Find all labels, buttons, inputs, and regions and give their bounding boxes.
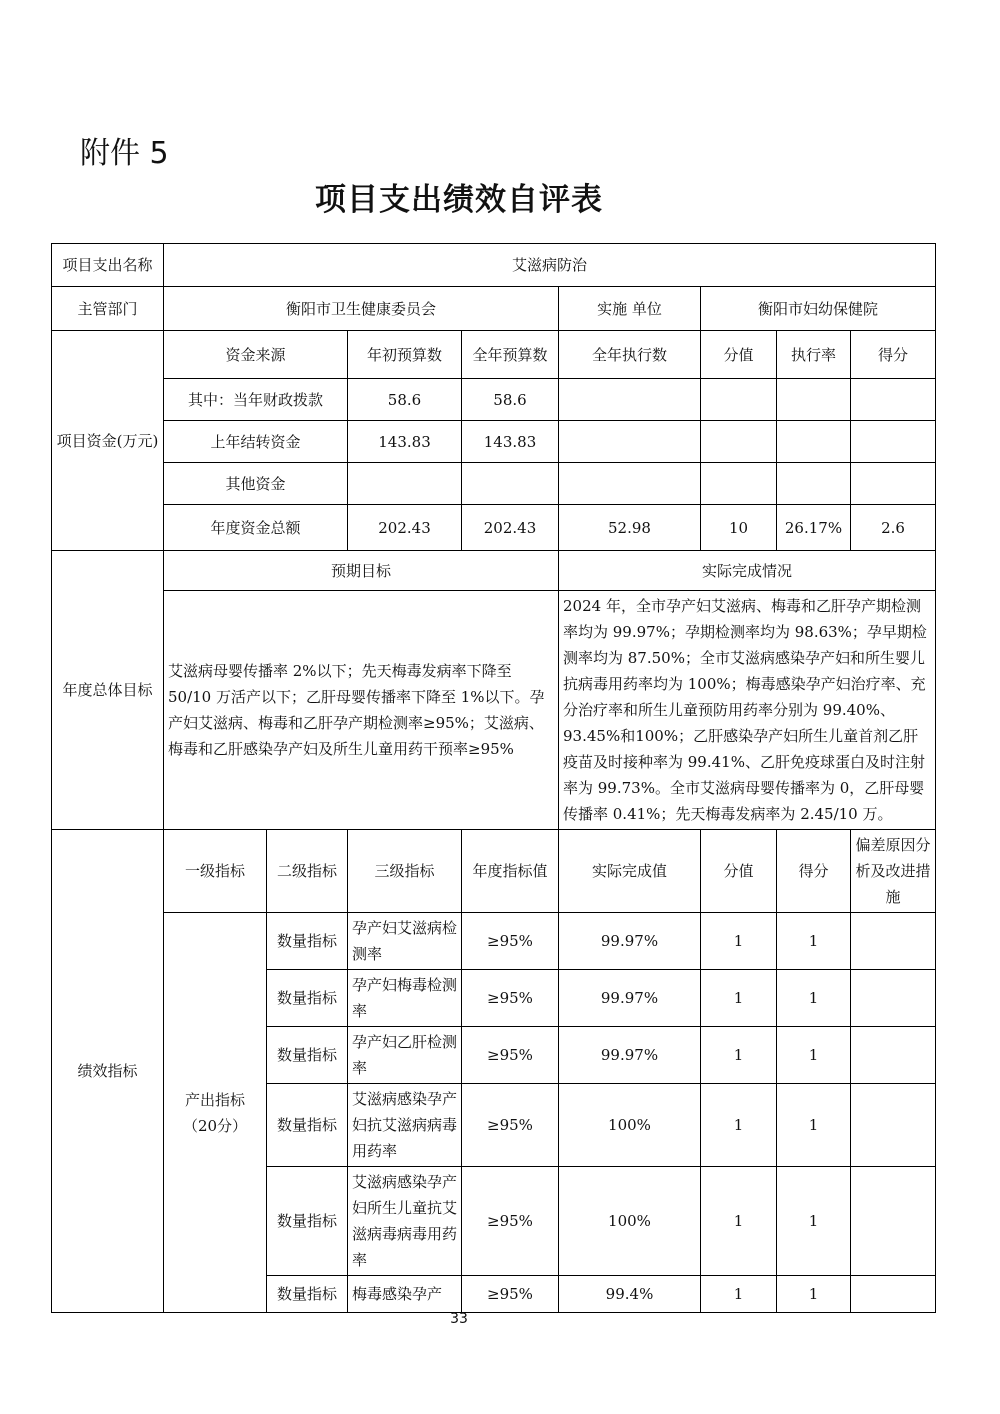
implementer-value: 衡阳市妇幼保健院 [701, 287, 936, 331]
indicator-header-actual: 实际完成值 [559, 830, 701, 913]
funds-cell: 58.6 [348, 379, 462, 421]
indicator-level3: 艾滋病感染孕产妇所生儿童抗艾滋病毒病毒用药率 [348, 1167, 462, 1276]
funds-cell: 143.83 [348, 421, 462, 463]
indicator-target: ≥95% [462, 970, 559, 1027]
indicator-header-deviation: 偏差原因分析及改进措施 [851, 830, 936, 913]
indicator-level2: 数量指标 [267, 970, 348, 1027]
indicator-score-value: 1 [701, 1276, 777, 1313]
funds-cell [777, 421, 851, 463]
funds-header-score-value: 分值 [701, 331, 777, 379]
goals-label: 年度总体目标 [52, 551, 164, 830]
goals-content-row [52, 591, 936, 830]
indicator-level2: 数量指标 [267, 1084, 348, 1167]
indicator-score: 1 [777, 1167, 851, 1276]
indicator-actual: 100% [559, 1167, 701, 1276]
funds-header-executed: 全年执行数 [559, 331, 701, 379]
implementer-label: 实施 单位 [559, 287, 701, 331]
page-number: 33 [450, 1311, 468, 1327]
indicator-score: 1 [777, 913, 851, 970]
indicator-target: ≥95% [462, 1084, 559, 1167]
indicator-row [52, 913, 936, 970]
funds-header-score: 得分 [851, 331, 936, 379]
funds-header-exec-rate: 执行率 [777, 331, 851, 379]
indicator-level2: 数量指标 [267, 913, 348, 970]
indicator-score-value: 1 [701, 1084, 777, 1167]
goals-expected-header: 预期目标 [164, 551, 559, 591]
indicator-actual: 99.97% [559, 1027, 701, 1084]
indicator-note [851, 1027, 936, 1084]
funds-row [52, 421, 936, 463]
funds-cell: 143.83 [462, 421, 559, 463]
goals-actual-text: 2024 年，全市孕产妇艾滋病、梅毒和乙肝孕产期检测率均为 99.97%；孕期检测率均为 98.63%；孕早期检测率均为 87.50%；全市艾滋病感染孕产妇和所生婴儿抗病毒用药率均为 100%；梅毒感染孕产妇治疗率、充分治疗率和所生儿童预防用药率分别为 99.40%、93.45%和100%；乙肝感染孕产妇所生儿童首剂乙肝疫苗及时接种率为 99.41%、乙肝免疫球蛋白及时注射率为 99.73%。全市艾滋病母婴传播率为 0，乙肝母婴传播率 0.41%；先天梅毒发病率为 2.45/10 万。 [559, 591, 936, 830]
funds-cell [851, 463, 936, 505]
attachment-label: 附件 5 [80, 136, 169, 171]
indicator-score: 1 [777, 1276, 851, 1313]
indicator-score-value: 1 [701, 1027, 777, 1084]
funds-cell: 202.43 [348, 505, 462, 551]
self-evaluation-table [51, 243, 936, 1313]
indicator-header-score: 得分 [777, 830, 851, 913]
funds-cell: 其中：当年财政拨款 [164, 379, 348, 421]
funds-cell: 26.17% [777, 505, 851, 551]
indicator-note [851, 913, 936, 970]
indicator-level2: 数量指标 [267, 1276, 348, 1313]
funds-cell [559, 421, 701, 463]
funds-cell [851, 421, 936, 463]
indicator-score: 1 [777, 1084, 851, 1167]
department-row [52, 287, 936, 331]
funds-cell: 2.6 [851, 505, 936, 551]
indicator-target: ≥95% [462, 1276, 559, 1313]
funds-header-source: 资金来源 [164, 331, 348, 379]
indicator-level3: 梅毒感染孕产 [348, 1276, 462, 1313]
funds-row [52, 379, 936, 421]
funds-label: 项目资金(万元) [52, 331, 164, 551]
goals-expected-text: 艾滋病母婴传播率 2%以下；先天梅毒发病率下降至 50/10 万活产以下；乙肝母婴传播率下降至 1%以下。孕产妇艾滋病、梅毒和乙肝孕产期检测率≥95%；艾滋病、梅毒和乙肝感染孕产妇及所生儿童用药干预率≥95% [164, 591, 559, 830]
goals-header-row [52, 551, 936, 591]
indicator-level3: 孕产妇艾滋病检测率 [348, 913, 462, 970]
funds-header-row [52, 331, 936, 379]
indicator-level2: 数量指标 [267, 1167, 348, 1276]
indicator-target: ≥95% [462, 913, 559, 970]
funds-cell: 52.98 [559, 505, 701, 551]
indicator-header-level2: 二级指标 [267, 830, 348, 913]
indicator-actual: 99.97% [559, 970, 701, 1027]
funds-cell [559, 379, 701, 421]
funds-cell [348, 463, 462, 505]
funds-cell [462, 463, 559, 505]
indicator-note [851, 1084, 936, 1167]
indicator-level3: 孕产妇梅毒检测率 [348, 970, 462, 1027]
indicator-note [851, 1276, 936, 1313]
indicator-target: ≥95% [462, 1167, 559, 1276]
funds-cell [777, 379, 851, 421]
indicator-note [851, 970, 936, 1027]
funds-cell: 202.43 [462, 505, 559, 551]
indicator-actual: 99.4% [559, 1276, 701, 1313]
indicator-score-value: 1 [701, 1167, 777, 1276]
funds-row [52, 463, 936, 505]
indicator-score-value: 1 [701, 913, 777, 970]
funds-cell [851, 379, 936, 421]
indicator-target: ≥95% [462, 1027, 559, 1084]
indicator-header-target: 年度指标值 [462, 830, 559, 913]
funds-cell: 58.6 [462, 379, 559, 421]
department-label: 主管部门 [52, 287, 164, 331]
indicator-score: 1 [777, 1027, 851, 1084]
indicator-level3: 艾滋病感染孕产妇抗艾滋病病毒用药率 [348, 1084, 462, 1167]
project-name-value: 艾滋病防治 [164, 244, 936, 287]
indicators-label: 绩效指标 [52, 830, 164, 1313]
project-name-label: 项目支出名称 [52, 244, 164, 287]
indicator-level2: 数量指标 [267, 1027, 348, 1084]
funds-cell [777, 463, 851, 505]
indicator-actual: 100% [559, 1084, 701, 1167]
funds-cell [701, 463, 777, 505]
indicator-level3: 孕产妇乙肝检测率 [348, 1027, 462, 1084]
indicator-note [851, 1167, 936, 1276]
indicator-level1: 产出指标（20分） [164, 913, 267, 1313]
page-title: 项目支出绩效自评表 [315, 182, 603, 218]
funds-cell [559, 463, 701, 505]
funds-total-row [52, 505, 936, 551]
funds-header-annual-budget: 全年预算数 [462, 331, 559, 379]
funds-cell: 10 [701, 505, 777, 551]
funds-cell: 上年结转资金 [164, 421, 348, 463]
indicator-header-score-value: 分值 [701, 830, 777, 913]
indicator-score-value: 1 [701, 970, 777, 1027]
funds-cell [701, 379, 777, 421]
indicator-header-level1: 一级指标 [164, 830, 267, 913]
funds-cell: 年度资金总额 [164, 505, 348, 551]
project-name-row [52, 244, 936, 287]
indicators-header-row [52, 830, 936, 913]
indicator-header-level3: 三级指标 [348, 830, 462, 913]
funds-header-initial-budget: 年初预算数 [348, 331, 462, 379]
department-value: 衡阳市卫生健康委员会 [164, 287, 559, 331]
funds-cell: 其他资金 [164, 463, 348, 505]
indicator-score: 1 [777, 970, 851, 1027]
goals-actual-header: 实际完成情况 [559, 551, 936, 591]
indicator-actual: 99.97% [559, 913, 701, 970]
funds-cell [701, 421, 777, 463]
